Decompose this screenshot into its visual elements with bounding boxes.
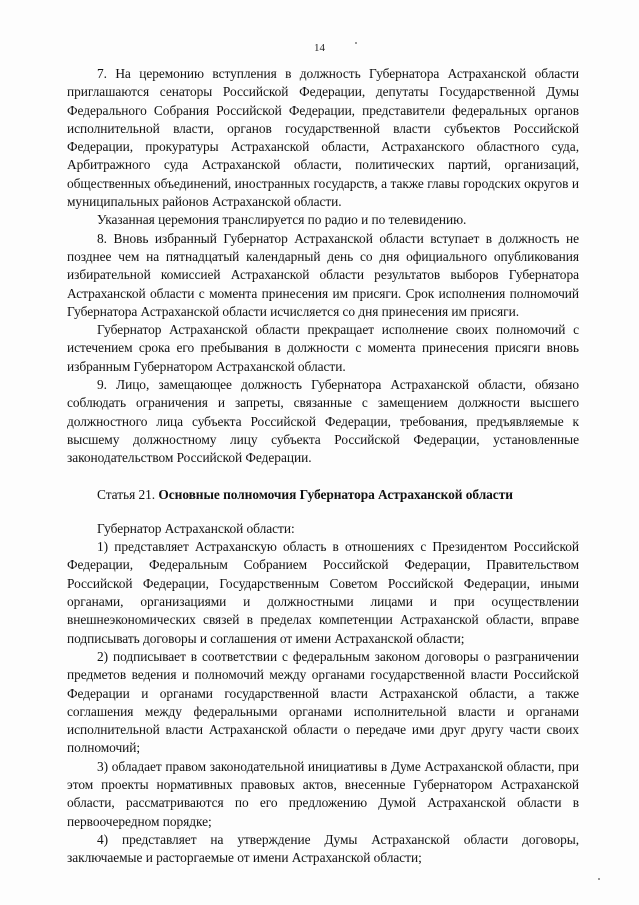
paragraph-item-9: 9. Лицо, замещающее должность Губернатора Астраханской области, обязано соблюдать ограничения и запреты, связанные с замещением должности высшего должностного лица субъекта Российской Федерации, требования, предъявляемые к высшему должностному лицу субъекта Российской Федерации, установленные законодательством Российской Федерации.	[67, 377, 579, 466]
article-label: Статья 21.	[97, 486, 156, 502]
document-body	[67, 65, 579, 867]
article-heading	[67, 486, 579, 504]
scan-speck	[355, 42, 357, 44]
list-item-2: 2) подписывает в соответствии с федеральным законом договоры о разграничении предметов ведения и полномочий между органами государственной власти Российской Федерации и органами государственной власти Астраханской области, а также соглашения между федеральными органами исполнительной власти и органами исполнительной власти Астраханской области о передаче ими друг другу части своих полномочий;	[67, 648, 579, 756]
paragraph-ceremony-broadcast: Указанная церемония транслируется по радио и по телевидению.	[97, 212, 467, 228]
paragraph-item-7: 7. На церемонию вступления в должность Губернатора Астраханской области приглашаются сенаторы Российской Федерации, депутаты Государственной Думы Федерального Собрания Российской Федерации, представители федеральных органов исполнительной власти, органов государственной власти субъектов Российской Федерации, прокуратуры Астраханской области, Астраханского областного суда, Арбитражного суда Астраханской области, политических партий, организаций, общественных объединений, иностранных государств, а также главы городских округов и муниципальных районов Астраханской области.	[67, 66, 579, 210]
list-item-4: 4) представляет на утверждение Думы Астраханской области договоры, заключаемые и расторгаемые от имени Астраханской области;	[67, 831, 579, 866]
paragraph-termination: Губернатор Астраханской области прекращает исполнение своих полномочий с истечением срока его пребывания в должности с момента принесения присяги вновь избранным Губернатором Астраханской области.	[67, 322, 579, 374]
article-title: Основные полномочия Губернатора Астраханской области	[158, 486, 513, 502]
scan-speck	[598, 878, 600, 880]
paragraph-item-8: 8. Вновь избранный Губернатор Астраханской области вступает в должность не позднее чем на пятнадцатый календарный день со дня официального опубликования избирательной комиссией Астраханской области результатов выборов Губернатора Астраханской области с момента принесения им присяги. Срок исполнения полномочий Губернатора Астраханской области исчисляется со дня принесения им присяги.	[67, 230, 579, 319]
page-number: 14	[314, 42, 325, 54]
list-item-3: 3) обладает правом законодательной инициативы в Думе Астраханской области, при этом проекты нормативных правовых актов, внесенные Губернатором Астраханской области, рассматриваются по его предложению Думой Астраханской области в первоочередном порядке;	[67, 758, 579, 829]
list-item-1: 1) представляет Астраханскую область в отношениях с Президентом Российской Федерации, Федеральным Собранием Российской Федерации, Правительством Российской Федерации, Государственным Советом Российской Федерации, иными органами, организациями и должностными лицами и при осуществлении внешнеэкономических связей в пределах компетенции Астраханской области, вправе подписывать договоры и соглашения от имени Астраханской области;	[67, 539, 579, 646]
paragraph-governor-intro: Губернатор Астраханской области:	[97, 520, 295, 536]
